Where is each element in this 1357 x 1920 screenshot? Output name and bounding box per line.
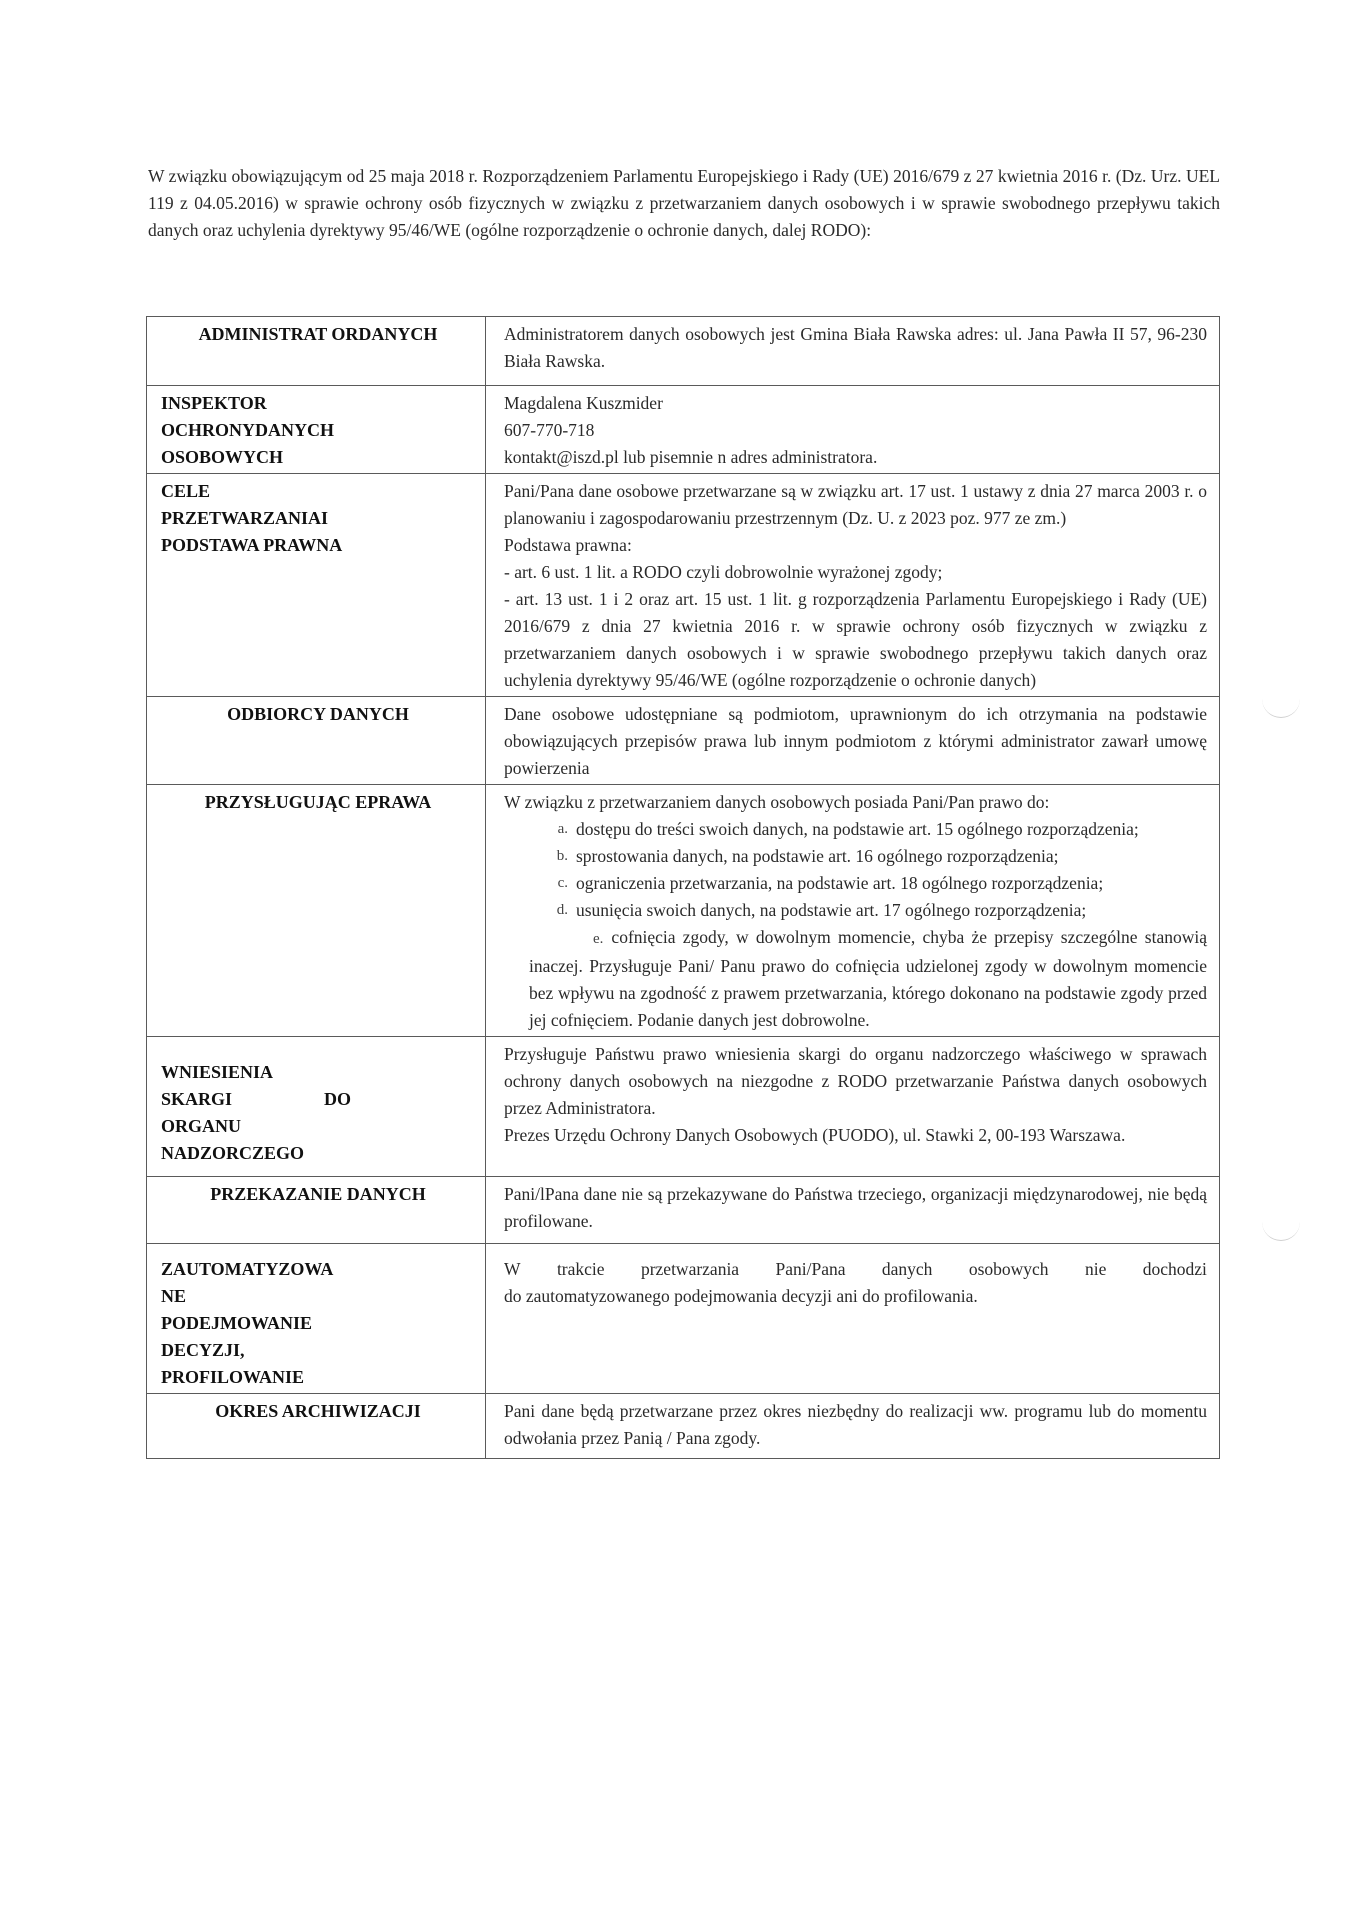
- row-okres: [147, 1394, 1220, 1459]
- label-prawa: PRZYSŁUGUJĄC EPRAWA: [147, 785, 486, 1037]
- list-item: c. ograniczenia przetwarzania, na podstawie art. 18 ogólnego rozporządzenia;: [557, 873, 1104, 893]
- inspektor-contact: kontakt@iszd.pl lub pisemnie n adres administratora.: [504, 447, 878, 467]
- row-administrator: [147, 317, 1220, 386]
- label-skarga: WNIESIENIA SKARGI DO ORGANU NADZORCZEGO: [147, 1037, 486, 1177]
- rights-list: [504, 816, 1207, 924]
- label-inspektor: INSPEKTOR OCHRONYDANYCH OSOBOWYCH: [147, 386, 486, 474]
- row-przekazanie: [147, 1177, 1220, 1244]
- cele-basis-header: Podstawa prawna:: [504, 535, 632, 555]
- label-cele: CELE PRZETWARZANIAI PODSTAWA PRAWNA: [147, 474, 486, 697]
- row-cele: [147, 474, 1220, 697]
- cele-basis-2: - art. 13 ust. 1 i 2 oraz art. 15 ust. 1 lit. g rozporządzenia Parlamentu Europejskiego i Rady (UE) 2016/679 z dnia 27 kwietnia 2016 r. w sprawie ochrony osób fizycznych w związku z przetwarzaniem danych osobowych i w sprawie swobodnego przepływu takich danych oraz uchylenia dyrektywy 95/46/WE (ogólne rozporządzenie o ochronie danych): [504, 589, 1207, 690]
- value-zautomatyzowane: [486, 1244, 1220, 1394]
- rights-item-e: e. cofnięcia zgody, w dowolnym momencie, chyba że przepisy szczególne stanowią inaczej. Przysługuje Pani/ Panu prawo do cofnięcia udzielonej zgody w dowolnym momencie bez wpływu na zgodność z prawem przetwarzania, którego dokonano na podstawie zgody przed jej cofnięciem. Podanie danych jest dobrowolne.: [529, 927, 1207, 1030]
- cele-text: Pani/Pana dane osobowe przetwarzane są w związku art. 17 ust. 1 ustawy z dnia 27 marca 2003 r. o planowaniu i zagospodarowaniu przestrzennym (Dz. U. z 2023 poz. 977 ze zm.): [504, 481, 1207, 528]
- value-okres: Pani dane będą przetwarzane przez okres niezbędny do realizacji ww. programu lub do momentu odwołania przez Panią / Pana zgody.: [486, 1394, 1220, 1459]
- value-przekazanie: Pani/lPana dane nie są przekazywane do Państwa trzeciego, organizacji międzynarodowej, nie będą profilowane.: [486, 1177, 1220, 1244]
- intro-paragraph: W związku obowiązującym od 25 maja 2018 r. Rozporządzeniem Parlamentu Europejskiego i Rady (UE) 2016/679 z 27 kwietnia 2016 r. (Dz. Urz. UEL 119 z 04.05.2016) w sprawie ochrony osób fizycznych w związku z przetwarzaniem danych osobowych i w sprawie swobodnego przepływu takich danych oraz uchylenia dyrektywy 95/46/WE (ogólne rozporządzenie o ochronie danych, dalej RODO):: [148, 166, 1220, 240]
- label-zautomatyzowane: ZAUTOMATYZOWA NE PODEJMOWANIE DECYZJI, PROFILOWANIE: [147, 1244, 486, 1394]
- label-odbiorcy: ODBIORCY DANYCH: [147, 697, 486, 785]
- value-inspektor: [486, 386, 1220, 474]
- list-item: b. sprostowania danych, na podstawie art. 16 ogólnego rozporządzenia;: [556, 846, 1059, 866]
- skarga-text: Przysługuje Państwu prawo wniesienia skargi do organu nadzorczego właściwego w sprawach ochrony danych osobowych na niezgodne z RODO przetwarzanie Państwa danych osobowych przez Administratora.: [504, 1044, 1207, 1118]
- scan-mark: [1262, 695, 1300, 718]
- value-odbiorcy: Dane osobowe udostępniane są podmiotom, uprawnionym do ich otrzymania na podstawie obowiązujących przepisów prawa lub innym podmiotom z którymi administrator zawarł umowę powierzenia: [486, 697, 1220, 785]
- zautomatyzowane-line1: W trakcie przetwarzania Pani/Pana danych osobowych nie dochodzi: [504, 1259, 1207, 1279]
- row-odbiorcy: [147, 697, 1220, 785]
- prawa-intro: W związku z przetwarzaniem danych osobowych posiada Pani/Pan prawo do:: [504, 792, 1050, 812]
- row-inspektor: [147, 386, 1220, 474]
- zautomatyzowane-line2: do zautomatyzowanego podejmowania decyzji ani do profilowania.: [504, 1286, 978, 1306]
- rodo-info-table: [146, 316, 1220, 1459]
- scan-mark: [1262, 1218, 1300, 1241]
- value-prawa: [486, 785, 1220, 1037]
- skarga-puodo: Prezes Urzędu Ochrony Danych Osobowych (PUODO), ul. Stawki 2, 00-193 Warszawa.: [504, 1125, 1126, 1145]
- value-skarga: [486, 1037, 1220, 1177]
- value-cele: [486, 474, 1220, 697]
- row-prawa: [147, 785, 1220, 1037]
- value-administrator: Administratorem danych osobowych jest Gmina Biała Rawska adres: ul. Jana Pawła II 57, 96-230 Biała Rawska.: [486, 317, 1220, 386]
- list-item: d. usunięcia swoich danych, na podstawie art. 17 ogólnego rozporządzenia;: [556, 900, 1087, 920]
- row-skarga: [147, 1037, 1220, 1177]
- label-administrator: ADMINISTRAT ORDANYCH: [147, 317, 486, 386]
- cele-basis-1: - art. 6 ust. 1 lit. a RODO czyli dobrowolnie wyrażonej zgody;: [504, 562, 943, 582]
- label-przekazanie: PRZEKAZANIE DANYCH: [147, 1177, 486, 1244]
- row-zautomatyzowane: [147, 1244, 1220, 1394]
- list-item: a. dostępu do treści swoich danych, na podstawie art. 15 ogólnego rozporządzenia;: [557, 819, 1139, 839]
- label-okres: OKRES ARCHIWIZACJI: [147, 1394, 486, 1459]
- inspektor-name: Magdalena Kuszmider: [504, 393, 663, 413]
- inspektor-phone: 607-770-718: [504, 420, 595, 440]
